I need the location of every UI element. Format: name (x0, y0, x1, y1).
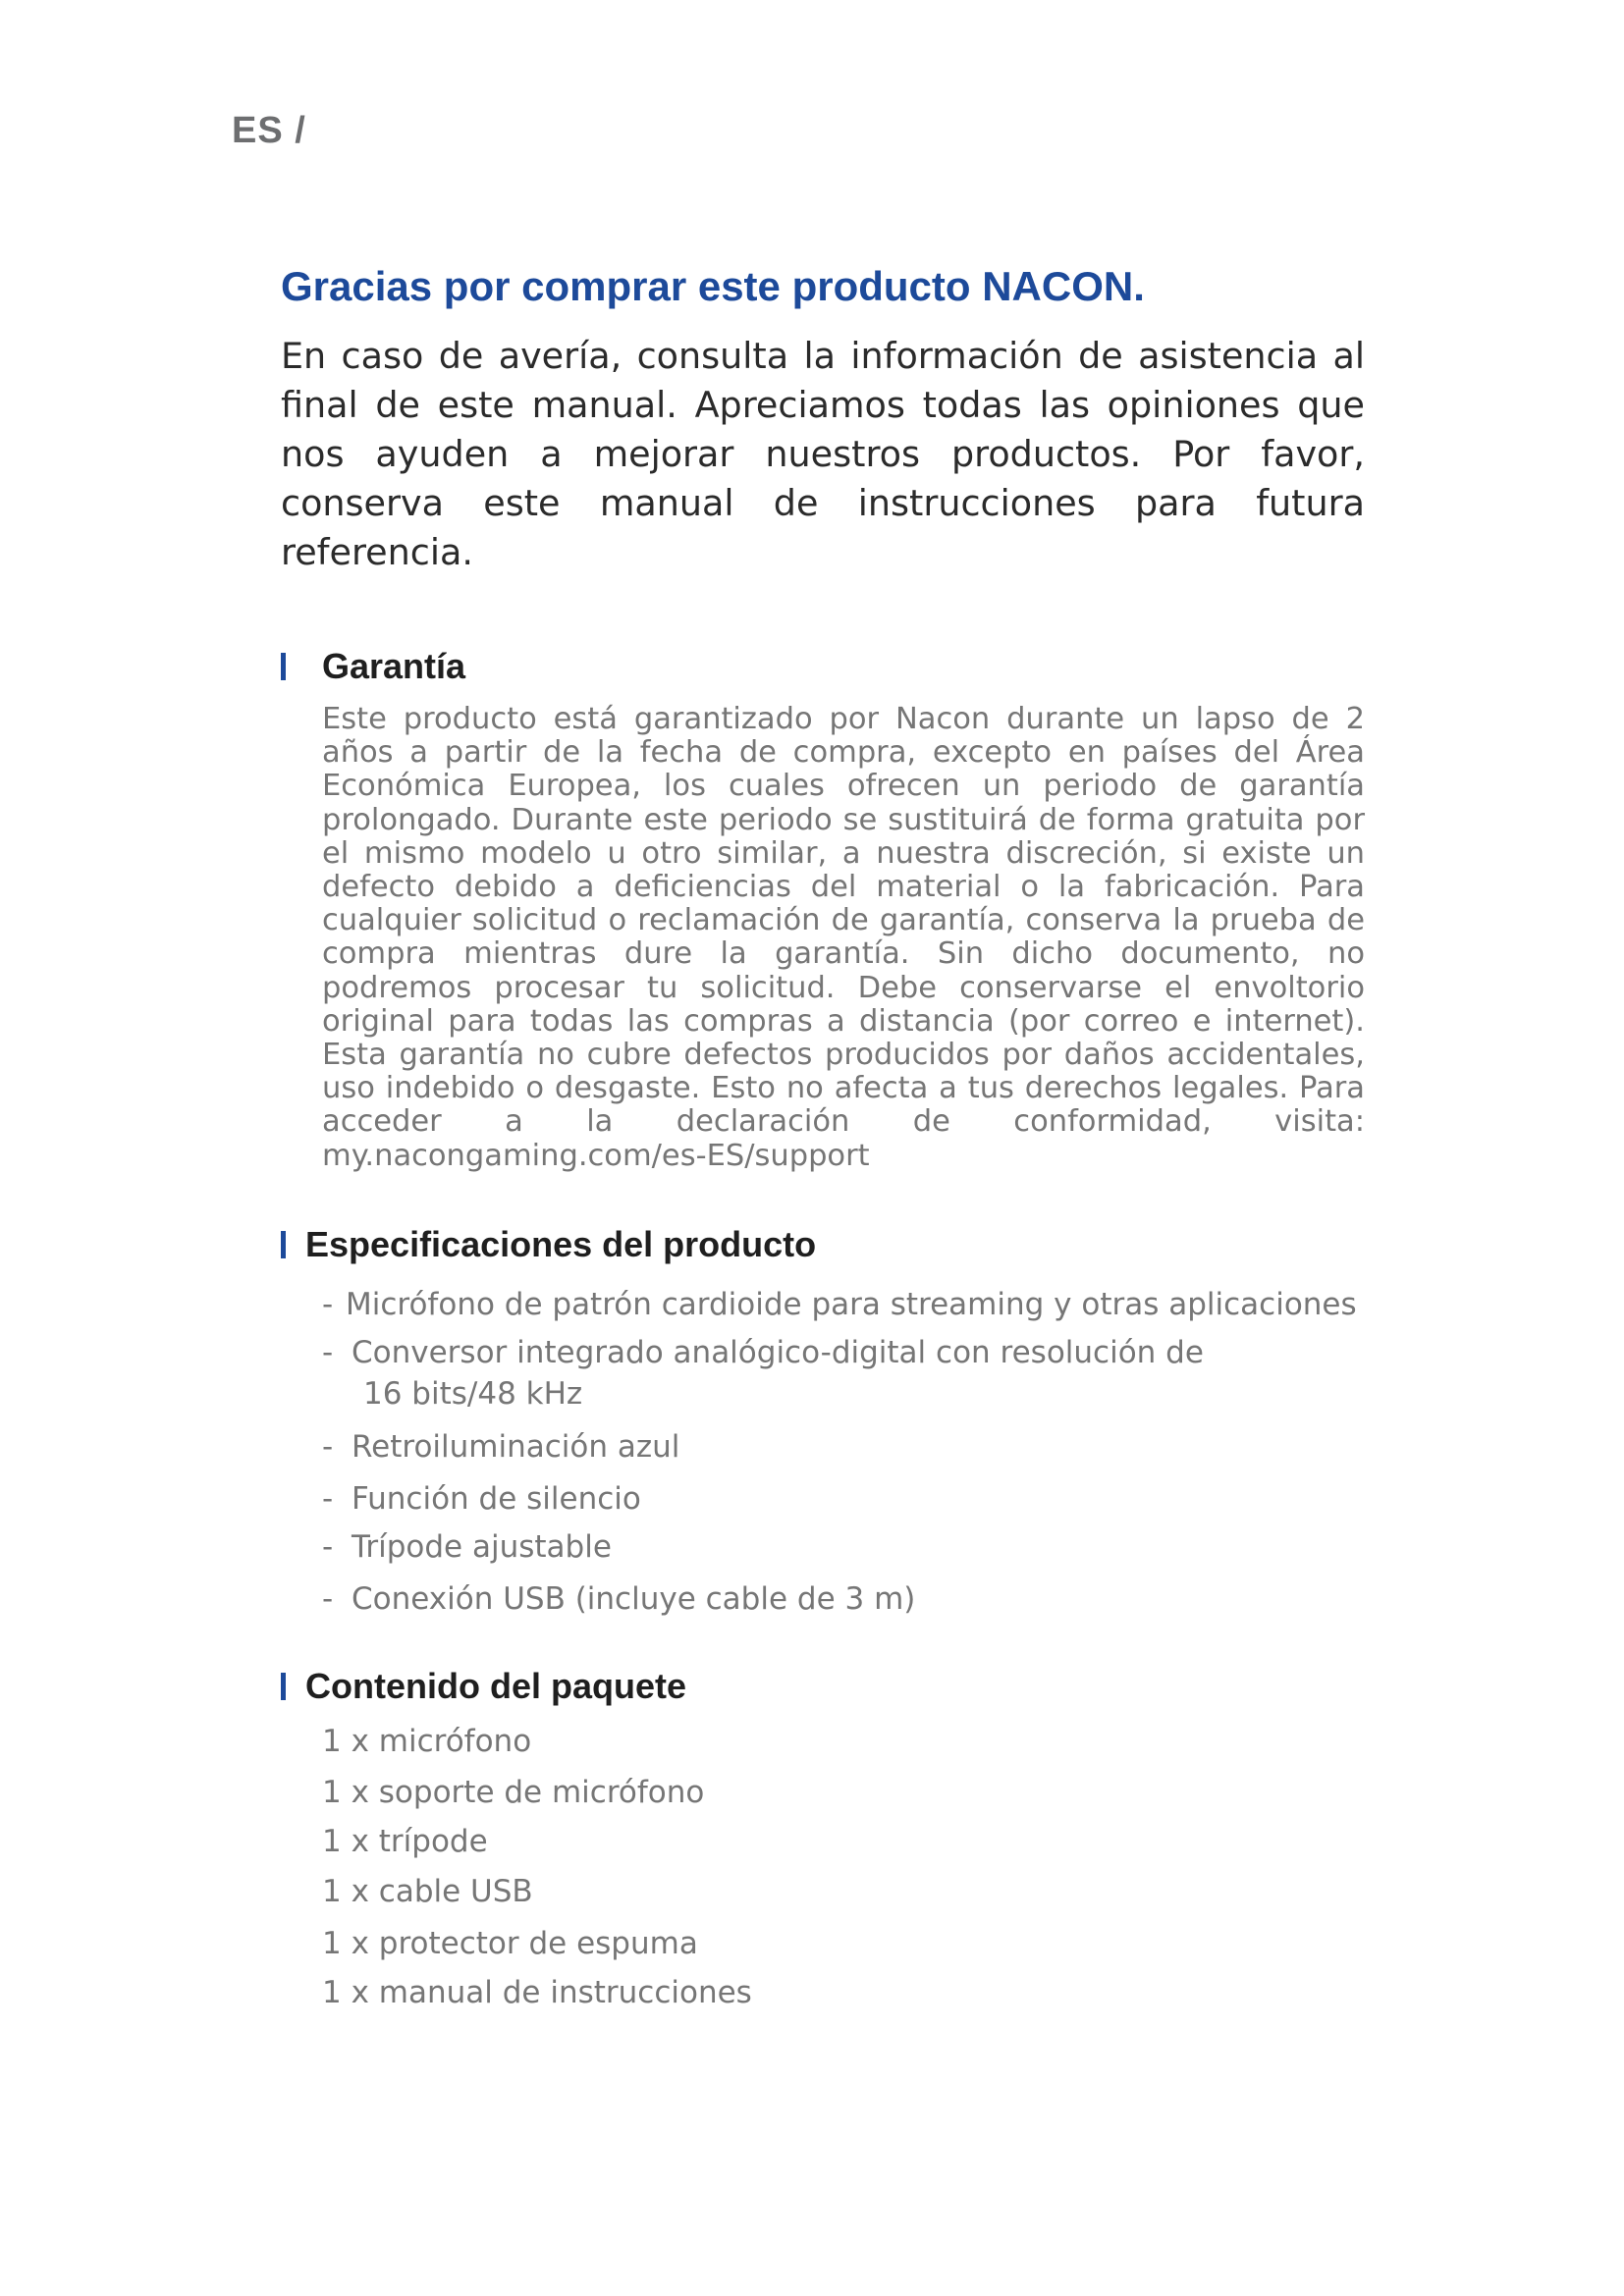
dash-bullet: - (322, 1429, 334, 1465)
dash-bullet: - (322, 1581, 334, 1617)
spec-text-continuation: 16 bits/48 kHz (363, 1376, 583, 1412)
section-bar-icon (281, 1673, 286, 1700)
dash-bullet: - (322, 1287, 334, 1322)
spec-text: Retroiluminación azul (352, 1429, 680, 1465)
list-item: 1 x trípode (322, 1824, 488, 1859)
list-item (322, 1332, 1245, 1415)
spec-text: Conversor integrado analógico-digital con resolución de (352, 1335, 1204, 1370)
spec-text: Trípode ajustable (352, 1529, 612, 1565)
list-item (322, 1526, 612, 1568)
dash-bullet: - (322, 1335, 334, 1370)
contents-heading (281, 1666, 686, 1707)
specs-heading-text: Especificaciones del producto (305, 1224, 817, 1264)
list-item: 1 x micrófono (322, 1724, 532, 1759)
specs-heading (281, 1224, 816, 1265)
list-item (322, 1284, 1357, 1325)
warranty-heading (281, 646, 465, 687)
dash-bullet: - (322, 1481, 334, 1517)
list-item (322, 1426, 679, 1468)
list-item: 1 x soporte de micrófono (322, 1775, 705, 1810)
section-bar-icon (281, 1231, 286, 1258)
section-bar-icon (281, 653, 286, 680)
spec-text: Función de silencio (352, 1481, 641, 1517)
list-item: 1 x cable USB (322, 1874, 533, 1909)
warranty-paragraph: Este producto está garantizado por Nacon durante un lapso de 2 años a partir de la fecha de compra, excepto en países del Área Económica Europea, los cuales ofrecen un periodo de garantía prolongado. Durante este periodo se sustituirá de forma gratuita por el mismo modelo u otro similar, a nuestra discreción, si existe un defecto debido a deficiencias del material o la fabricación. Para cualquier solicitud o reclamación de garantía, conserva la prueba de compra mientras dure la garantía. Sin dicho documento, no podremos procesar tu solicitud. Debe conservarse el envoltorio original para todas las compras a distancia (por correo e internet). Esta garantía no cubre defectos producidos por daños accidentales, uso indebido o desgaste. Esto no afecta a tus derechos legales. Para acceder a la declaración de conformidad, visita: my.nacongaming.com/es-ES/support (322, 702, 1365, 1173)
list-item (322, 1478, 641, 1520)
intro-paragraph: En caso de avería, consulta la información de asistencia al final de este manual. Apreciamos todas las opiniones que nos ayuden a mejorar nuestros productos. Por favor, conserva este manual de instrucciones para futura referencia. (281, 335, 1365, 573)
page-title: Gracias por comprar este producto NACON. (281, 263, 1145, 309)
dash-bullet: - (322, 1529, 334, 1565)
contents-heading-text: Contenido del paquete (305, 1666, 687, 1706)
contents-section (281, 1666, 686, 1707)
spec-text: Conexión USB (incluye cable de 3 m) (352, 1581, 916, 1617)
warranty-heading-text: Garantía (322, 646, 466, 686)
spec-text: Micrófono de patrón cardioide para streaming y otras aplicaciones (346, 1287, 1357, 1322)
warranty-section (281, 646, 465, 687)
language-tag: ES / (232, 110, 306, 151)
specs-section (281, 1224, 816, 1265)
list-item: 1 x protector de espuma (322, 1926, 698, 1961)
list-item (322, 1578, 915, 1620)
list-item: 1 x manual de instrucciones (322, 1975, 752, 2010)
